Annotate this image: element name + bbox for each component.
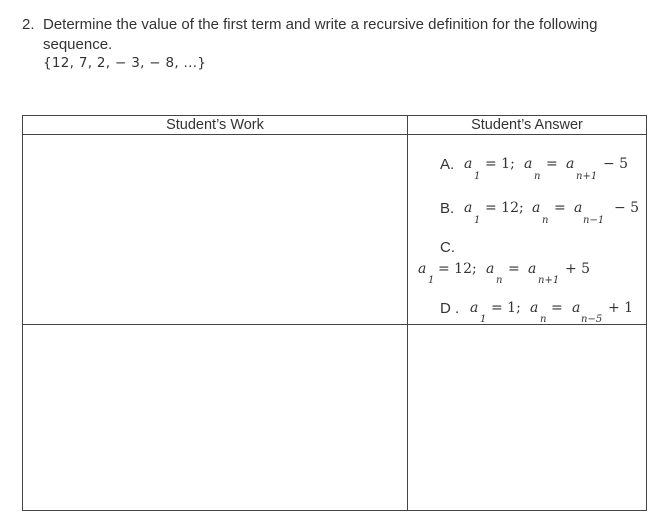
option-d[interactable] xyxy=(408,294,646,324)
option-a-sub-n: n xyxy=(534,171,541,182)
option-b-a1-value: = 12; xyxy=(485,200,524,216)
option-b-tail: − 5 xyxy=(614,200,640,216)
option-c-a1-value: = 12; xyxy=(438,261,477,277)
option-a-label: A. xyxy=(440,156,455,173)
option-a-sub1: 1 xyxy=(474,171,481,182)
option-b-symbol: a xyxy=(464,200,473,216)
option-c-sub1: 1 xyxy=(428,275,435,286)
option-c-sub-rhs: n+1 xyxy=(538,275,560,286)
option-d-tail: + 1 xyxy=(608,300,634,316)
cell-work-bottom[interactable] xyxy=(23,325,407,510)
question-number: 2. xyxy=(22,16,35,33)
option-a-symbol-rhs: a xyxy=(566,156,575,172)
option-b-sub-rhs: n−1 xyxy=(583,215,605,226)
option-c-label: C. xyxy=(440,239,455,256)
option-b[interactable] xyxy=(408,193,646,233)
option-a-symbol: a xyxy=(464,156,473,172)
option-b-equals: = xyxy=(554,200,566,216)
option-a-equals: = xyxy=(546,156,558,172)
header-students-work: Student’s Work xyxy=(166,117,264,133)
answer-table xyxy=(22,115,647,511)
sequence-text: {12, 7, 2, − 3, − 8, ...} xyxy=(43,55,207,71)
option-d-label: D . xyxy=(440,300,460,317)
option-d-a1-value: = 1; xyxy=(491,300,521,316)
option-b-symbol-n: a xyxy=(532,200,541,216)
question-text: Determine the value of the first term and write a recursive definition for the following sequence. xyxy=(43,16,598,53)
option-d-symbol: a xyxy=(470,300,479,316)
option-d-sub-n: n xyxy=(540,314,547,325)
option-a-sub-rhs: n+1 xyxy=(576,171,598,182)
option-c-equals: = xyxy=(508,261,520,277)
option-b-label: B. xyxy=(440,200,455,217)
option-a-tail: − 5 xyxy=(603,156,629,172)
option-c-symbol-rhs: a xyxy=(528,261,537,277)
option-c-sub-n: n xyxy=(496,275,503,286)
cell-answer-bottom[interactable] xyxy=(408,325,646,510)
option-b-sub-n: n xyxy=(542,215,549,226)
option-d-sub1: 1 xyxy=(480,314,487,325)
option-c-symbol: a xyxy=(418,261,427,277)
option-a-a1-value: = 1; xyxy=(485,156,515,172)
option-c-tail: + 5 xyxy=(565,261,591,277)
option-c-symbol-n: a xyxy=(486,261,495,277)
header-students-answer: Student’s Answer xyxy=(471,117,583,133)
cell-work-top[interactable] xyxy=(23,135,407,324)
option-b-sub1: 1 xyxy=(474,215,481,226)
option-b-symbol-rhs: a xyxy=(574,200,583,216)
option-a-symbol-n: a xyxy=(524,156,533,172)
option-d-sub-rhs: n−5 xyxy=(581,314,603,325)
option-d-symbol-rhs: a xyxy=(572,300,581,316)
option-c[interactable] xyxy=(408,236,646,291)
option-a[interactable] xyxy=(408,146,646,186)
option-d-equals: = xyxy=(551,300,563,316)
option-d-symbol-n: a xyxy=(530,300,539,316)
